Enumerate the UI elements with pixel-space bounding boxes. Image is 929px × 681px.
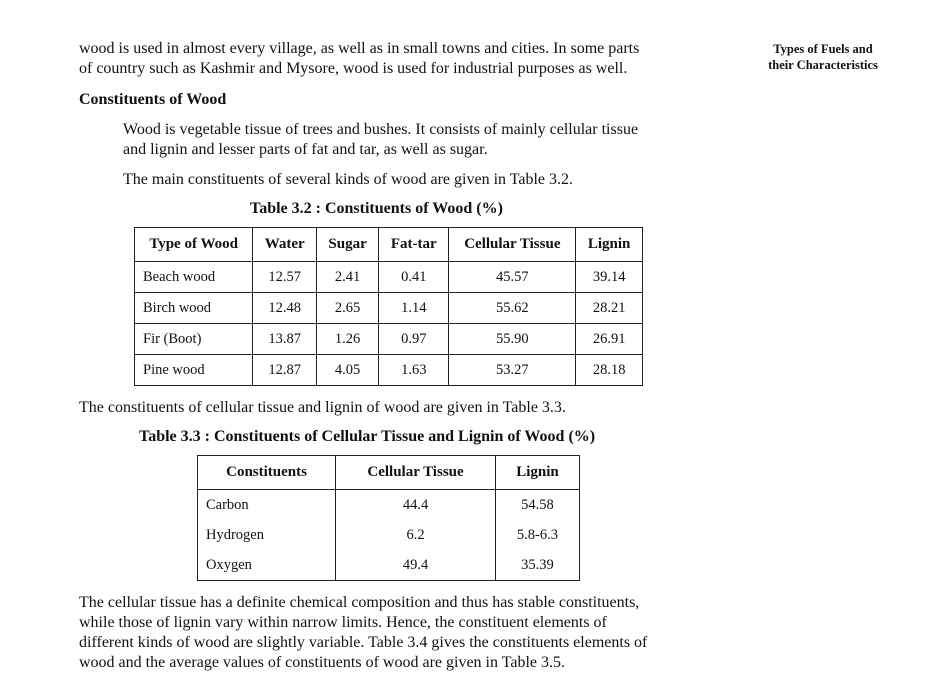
table-row [198, 520, 580, 550]
table-row [135, 262, 643, 293]
table-cell: 35.39 [495, 550, 579, 581]
table-3-3 [197, 455, 580, 581]
table-header-row [198, 456, 580, 490]
paragraph-table-3-3-ref: The constituents of cellular tissue and lignin of wood are given in Table 3.3. [79, 399, 566, 416]
text-line: Wood is vegetable tissue of trees and bushes. It consists of mainly cellular tissue [123, 121, 639, 138]
table-cell: 26.91 [576, 324, 643, 355]
paragraph-table-ref: The main constituents of several kinds of wood are given in Table 3.2. [123, 171, 574, 188]
column-header: Fat-tar [379, 228, 449, 262]
table-cell: 45.57 [449, 262, 576, 293]
table-3-2-caption: Table 3.2 : Constituents of Wood (%) [250, 200, 503, 217]
table-3-2 [134, 227, 643, 386]
table-cell: 55.62 [449, 293, 576, 324]
text-line: while those of lignin vary within narrow limits. Hence, the constituent elements of [79, 614, 607, 631]
running-header-line: Types of Fuels and [773, 42, 873, 56]
text-line: wood and the average values of constituents of wood are given in Table 3.5. [79, 654, 565, 671]
column-header: Lignin [495, 456, 579, 490]
table-cell: 2.41 [317, 262, 379, 293]
table-cell: Pine wood [135, 355, 253, 386]
table-cell: 0.41 [379, 262, 449, 293]
table-cell: 49.4 [336, 550, 496, 581]
table-cell: 39.14 [576, 262, 643, 293]
running-header-line: their Characteristics [768, 58, 878, 72]
column-header: Type of Wood [135, 228, 253, 262]
table-cell: Oxygen [198, 550, 336, 581]
running-header [753, 41, 893, 73]
table-cell: 6.2 [336, 520, 496, 550]
table-cell: Fir (Boot) [135, 324, 253, 355]
table-cell: 54.58 [495, 490, 579, 521]
column-header: Cellular Tissue [449, 228, 576, 262]
column-header: Constituents [198, 456, 336, 490]
table-row [198, 550, 580, 581]
table-3-3-caption: Table 3.3 : Constituents of Cellular Tissue and Lignin of Wood (%) [139, 428, 596, 445]
table-cell: 1.63 [379, 355, 449, 386]
table-cell: 1.14 [379, 293, 449, 324]
text-line: The cellular tissue has a definite chemical composition and thus has stable constituents, [79, 594, 640, 611]
table-cell: 44.4 [336, 490, 496, 521]
table-cell: 2.65 [317, 293, 379, 324]
table-cell: 0.97 [379, 324, 449, 355]
table-cell: 12.87 [253, 355, 317, 386]
text-line: wood is used in almost every village, as well as in small towns and cities. In some parts [79, 40, 640, 57]
table-header-row [135, 228, 643, 262]
table-row [198, 490, 580, 521]
column-header: Water [253, 228, 317, 262]
section-heading: Constituents of Wood [79, 91, 227, 108]
table-cell: 13.87 [253, 324, 317, 355]
table-cell: 28.21 [576, 293, 643, 324]
table-cell: 53.27 [449, 355, 576, 386]
paragraph-intro [79, 39, 639, 79]
table-row [135, 293, 643, 324]
table-cell: 1.26 [317, 324, 379, 355]
table-cell: 28.18 [576, 355, 643, 386]
table-cell: 12.57 [253, 262, 317, 293]
table-cell: 12.48 [253, 293, 317, 324]
table-cell: Hydrogen [198, 520, 336, 550]
paragraph-conclusion [79, 593, 647, 673]
column-header: Lignin [576, 228, 643, 262]
column-header: Sugar [317, 228, 379, 262]
table-cell: Birch wood [135, 293, 253, 324]
table-row [135, 355, 643, 386]
table-cell: 4.05 [317, 355, 379, 386]
table-cell: 55.90 [449, 324, 576, 355]
text-line: and lignin and lesser parts of fat and tar, as well as sugar. [123, 141, 488, 158]
column-header: Cellular Tissue [336, 456, 496, 490]
paragraph-wood-definition [123, 120, 638, 160]
text-line: of country such as Kashmir and Mysore, wood is used for industrial purposes as well. [79, 60, 628, 77]
table-row [135, 324, 643, 355]
text-line: different kinds of wood are slightly variable. Table 3.4 gives the constituents elements of [79, 634, 648, 651]
table-cell: Carbon [198, 490, 336, 521]
table-cell: 5.8-6.3 [495, 520, 579, 550]
table-cell: Beach wood [135, 262, 253, 293]
